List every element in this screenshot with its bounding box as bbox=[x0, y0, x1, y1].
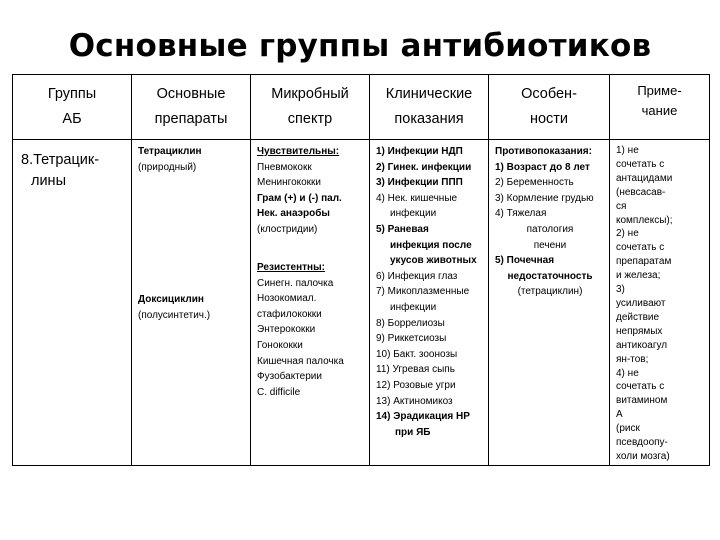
resistant-item: стафилококки bbox=[257, 308, 322, 320]
note-line: антикоагул bbox=[616, 339, 668, 351]
header-features: Особен- ности bbox=[489, 75, 610, 140]
sensitive-item: Грам (+) и (-) пал. bbox=[257, 192, 342, 204]
indication-item: инфекции bbox=[390, 208, 437, 220]
note-line: непрямых bbox=[616, 325, 663, 337]
resistant-label: Резистентны: bbox=[257, 262, 325, 273]
indication-item: 12) Розовые угри bbox=[376, 379, 456, 391]
spectrum-cell bbox=[251, 140, 370, 466]
header-groups: Группы АБ bbox=[13, 75, 132, 140]
sensitive-label: Чувствительны: bbox=[257, 146, 340, 157]
notes-cell bbox=[610, 140, 710, 466]
indication-item: инфекции bbox=[390, 301, 437, 313]
note-line: сочетать с bbox=[616, 242, 665, 254]
indication-item: 4) Нек. кишечные bbox=[376, 192, 458, 204]
note-line: 3) bbox=[616, 284, 625, 296]
feature-item: печени bbox=[533, 239, 567, 251]
indication-item: 9) Риккетсиозы bbox=[376, 333, 447, 345]
note-line: витамином bbox=[616, 395, 668, 407]
note-line: антацидами bbox=[616, 172, 673, 184]
drugs-cell bbox=[132, 140, 251, 466]
feature-item: 3) Кормление грудью bbox=[495, 192, 594, 204]
note-line: 2) не bbox=[616, 228, 639, 240]
feature-item: 1) Возраст до 8 лет bbox=[495, 161, 590, 173]
sensitive-item: Пневмококк bbox=[257, 161, 312, 173]
note-line: 1) не bbox=[616, 145, 639, 156]
feature-item: недостаточность bbox=[507, 270, 593, 282]
antibiotics-table bbox=[12, 74, 710, 466]
feature-item: 5) Почечная bbox=[495, 255, 555, 267]
resistant-item: Нозокомиал. bbox=[257, 293, 317, 305]
tetracyclines-row bbox=[13, 140, 710, 466]
drug-doxycycline: Доксициклин bbox=[138, 294, 204, 305]
sensitive-item: Нек. анаэробы bbox=[257, 208, 330, 220]
resistant-item: Кишечная палочка bbox=[257, 355, 344, 367]
header-row bbox=[13, 75, 710, 140]
indication-item: 5) Раневая bbox=[376, 223, 429, 235]
indication-item: укусов животных bbox=[390, 255, 477, 267]
header-drugs: Основные препараты bbox=[132, 75, 251, 140]
indication-item: 10) Бакт. зоонозы bbox=[376, 348, 458, 360]
page-title: Основные группы антибиотиков bbox=[68, 28, 652, 64]
resistant-item: Гонококки bbox=[257, 339, 303, 351]
sensitive-item: (клостридии) bbox=[257, 223, 318, 235]
indication-item: 11) Угревая сыпь bbox=[376, 364, 455, 376]
drug-doxycycline-type: (полусинтетич.) bbox=[138, 309, 211, 321]
group-cell: 8.Тетрацик- лины bbox=[13, 140, 132, 466]
indication-item: 7) Микоплазменные bbox=[376, 286, 470, 298]
note-line: сочетать с bbox=[616, 381, 665, 393]
note-line: 4) не bbox=[616, 367, 639, 379]
header-spectrum: Микробный спектр bbox=[251, 75, 370, 140]
note-line: ян-тов; bbox=[616, 353, 649, 365]
note-line: (риск bbox=[616, 423, 640, 435]
drug-tetracycline: Тетрациклин bbox=[138, 146, 202, 157]
resistant-item: C. difficile bbox=[257, 386, 301, 398]
contraindications-label: Противопоказания: bbox=[495, 146, 592, 157]
note-line: комплексы); bbox=[616, 214, 673, 226]
indication-item: 6) Инфекция глаз bbox=[376, 270, 458, 282]
features-cell bbox=[489, 140, 610, 466]
note-line: и железа; bbox=[616, 270, 661, 282]
drug-tetracycline-type: (природный) bbox=[138, 161, 197, 173]
indication-item: 14) Эрадикация HP bbox=[376, 411, 470, 423]
sensitive-item: Менингококки bbox=[257, 177, 322, 189]
resistant-item: Синегн. палочка bbox=[257, 277, 334, 289]
note-line: сочетать с bbox=[616, 158, 665, 170]
header-indications: Клинические показания bbox=[370, 75, 489, 140]
note-line: псевдоопу- bbox=[616, 437, 668, 449]
feature-item: патология bbox=[526, 223, 574, 235]
feature-item: 2) Беременность bbox=[495, 177, 574, 189]
note-line: А bbox=[616, 409, 623, 421]
note-line: препаратам bbox=[616, 256, 672, 268]
feature-item: (тетрациклин) bbox=[517, 286, 583, 298]
indication-item: 3) Инфекции ППП bbox=[376, 177, 463, 189]
note-line: усиливают bbox=[616, 297, 666, 309]
indications-cell bbox=[370, 140, 489, 466]
indication-item: при ЯБ bbox=[395, 426, 431, 438]
indication-item: 8) Боррелиозы bbox=[376, 317, 445, 329]
resistant-item: Энтерококки bbox=[257, 324, 316, 336]
note-line: ся bbox=[616, 200, 627, 212]
indication-item: инфекция после bbox=[390, 239, 472, 251]
indication-item: 1) Инфекции НДП bbox=[376, 146, 463, 157]
note-line: действие bbox=[616, 311, 660, 323]
indication-item: 2) Гинек. инфекции bbox=[376, 161, 472, 173]
resistant-item: Фузобактерии bbox=[257, 371, 322, 383]
note-line: холи мозга) bbox=[616, 450, 670, 462]
note-line: (невсасав- bbox=[616, 186, 666, 198]
feature-item: 4) Тяжелая bbox=[495, 208, 547, 220]
header-notes: Приме- чание bbox=[610, 75, 710, 140]
indication-item: 13) Актиномикоз bbox=[376, 395, 453, 407]
